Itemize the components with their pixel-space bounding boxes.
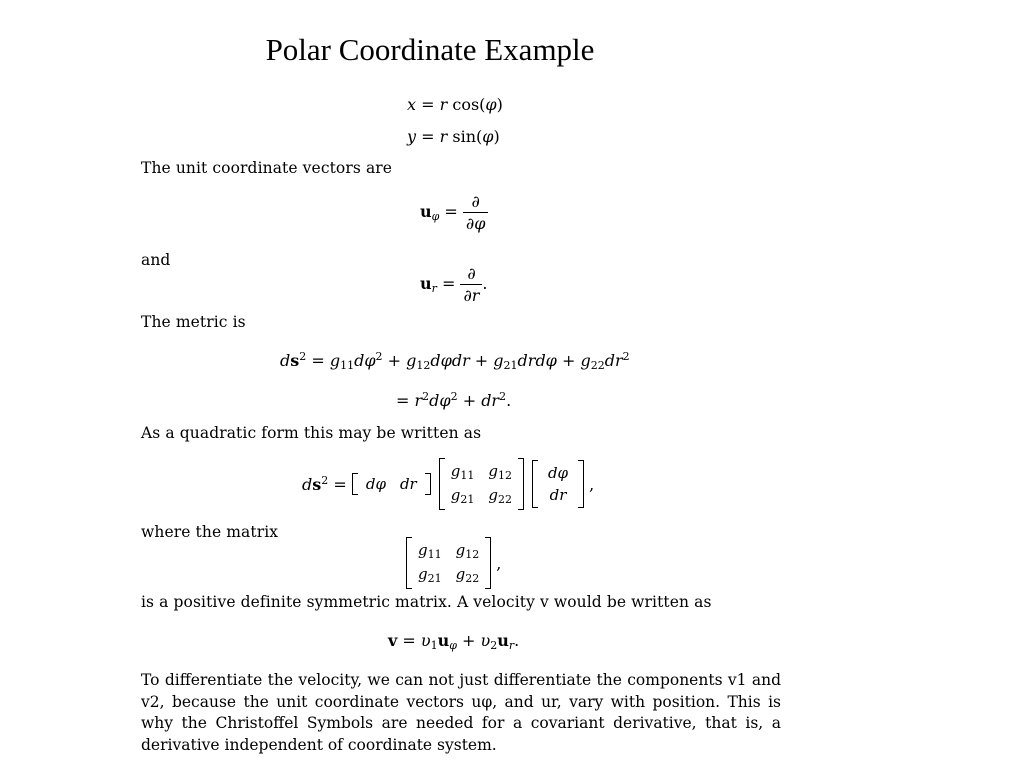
final-paragraph: To differentiate the velocity, we can not just differentiate the components v1 and v2, because the unit coordinate vectors uφ, and ur, vary with position. This is why the Christoffel Symbols are needed for a covariant derivative, that is, a derivative independent of coordinate system.	[141, 671, 781, 754]
and-text: and	[141, 251, 171, 269]
matrix-intro: where the matrix	[141, 523, 279, 541]
page-title: Polar Coordinate Example	[265, 32, 595, 67]
equation-quadratic-form: $ds^2$ = dφ dr $g_{11}$ $g_{12}$ $g_{21}$ $g_{22}$ dφ dr ,	[302, 458, 594, 510]
equation-metric-general: $ds^2 = g_{11}d\varphi^2 + g_{12}d\varphi dr + g_{21}drd\varphi + g_{22}dr^2$	[280, 350, 630, 372]
equation-velocity: $v = \upsilon_1u_\varphi + \upsilon_2u_r$.	[388, 631, 520, 652]
equation-y-definition: y = r sin(φ)	[407, 127, 500, 146]
row-vector: dφ dr	[352, 473, 431, 495]
metric-intro: The metric is	[141, 313, 246, 331]
metric-matrix: $g_{11}$ $g_{12}$ $g_{21}$ $g_{22}$	[439, 458, 524, 510]
column-vector: dφ dr	[532, 460, 584, 508]
equation-x-definition: x = r cos(φ)	[407, 95, 503, 114]
velocity-intro: is a positive definite symmetric matrix. A velocity v would be written as	[141, 593, 712, 611]
unit-vectors-intro: The unit coordinate vectors are	[141, 159, 393, 177]
quadratic-intro: As a quadratic form this may be written as	[141, 424, 482, 442]
equation-u-phi: $u_\varphi$ = $\frac{\partial}{\partial\varphi}$	[420, 192, 488, 233]
equation-u-r: $u_r$ = $\frac{\partial}{\partial r}$ .	[420, 264, 488, 305]
equation-metric-polar: = $r^2d\varphi^2 + dr^2$.	[396, 390, 512, 410]
equation-matrix: $g_{11}$ $g_{12}$ $g_{21}$ $g_{22}$ ,	[406, 537, 501, 589]
